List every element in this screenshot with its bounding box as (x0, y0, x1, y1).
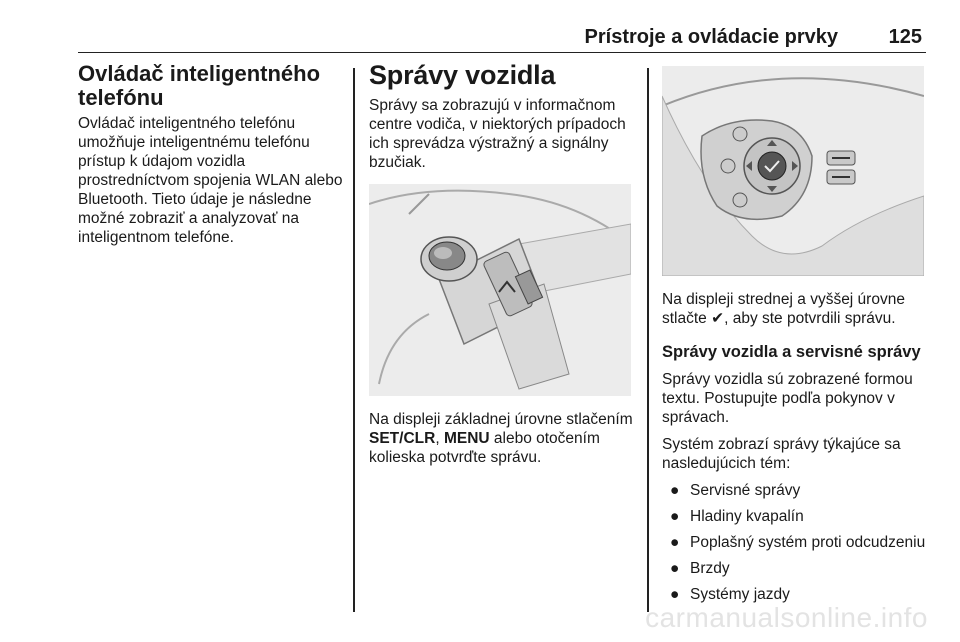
figure-caption: Na displeji strednej a vyššej úrovne stlačte ✔, aby ste potvrdili správu. (662, 291, 905, 327)
key-menu: MENU (443, 430, 490, 447)
caption-text: alebo otočením kolieska potvrďte správu. (369, 430, 600, 466)
column-messages-continued (662, 60, 932, 611)
column-vehicle-messages (369, 60, 637, 475)
list-item: ● Hladiny kvapalín (670, 508, 804, 525)
section-heading: Ovládač inteligentného telefónu (78, 61, 321, 110)
paragraph: Správy vozidla sú zobrazené formou textu. Postupujte podľa pokynov v správach. (662, 371, 913, 426)
subsection-heading: Správy vozidla a servisné správy (662, 343, 921, 361)
steering-wheel-illustration (662, 66, 924, 276)
intro-text: Správy sa zobrazujú v informačnom centre vodiča, v niektorých prípadoch ich sprevádza výstražný a signálny bzučiak. (369, 97, 626, 171)
paragraph: Systém zobrazí správy týkajúce sa nasledujúcich tém: (662, 436, 901, 472)
section-body: Ovládač inteligentného telefónu umožňuje inteligentnému telefónu prístup k údajom vozidla prostredníctvom spojenia WLAN alebo Bluetooth. Tieto údaje je následne možné zobraziť a analyzovať na inteligentnom telefóne. (78, 115, 343, 246)
caption-separator: , (435, 430, 444, 447)
page-header (78, 22, 926, 53)
list-item: ● Servisné správy (670, 482, 801, 499)
caption-text: Na displeji základnej úrovne stlačením (369, 411, 633, 428)
watermark: carmanualsonline.info (645, 602, 928, 633)
stalk-illustration (369, 184, 631, 396)
list-item: ● Systémy jazdy (670, 586, 790, 603)
header-title: Prístroje a ovládacie prvky (584, 26, 838, 48)
list-item: ● Poplašný systém proti odcudzeniu (670, 534, 926, 551)
figure-stalk-switch (369, 184, 631, 396)
page-number: 125 (888, 26, 922, 48)
column-divider (647, 68, 649, 612)
list-item: ● Brzdy (670, 560, 730, 577)
column-smartphone-controller (78, 60, 346, 255)
topic-list (662, 481, 932, 604)
figure-caption (369, 410, 637, 467)
column-divider (353, 68, 355, 612)
key-set-clr: SET/CLR (369, 430, 436, 447)
section-heading: Správy vozidla (369, 60, 556, 90)
figure-steering-wheel (662, 66, 924, 276)
